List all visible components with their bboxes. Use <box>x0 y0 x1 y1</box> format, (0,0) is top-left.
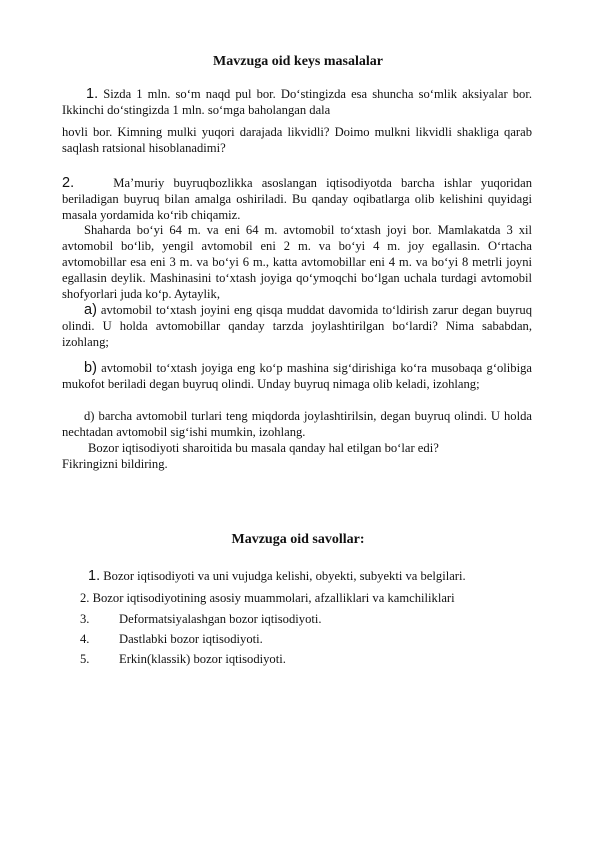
question-5-text: Erkin(klassik) bozor iqtisodiyoti. <box>119 652 286 666</box>
question-item-5 <box>80 651 286 667</box>
case-2-item-b <box>62 360 532 392</box>
question-4-number: 4. <box>80 632 90 646</box>
question-3-text: Deformatsiyalashgan bozor iqtisodiyoti. <box>119 612 322 626</box>
question-5-number: 5. <box>80 652 90 666</box>
case-2-item-a <box>62 302 532 350</box>
item-a-text: avtomobil to‘xtash joyini eng qisqa muddat davomida to‘ldirish zarur degan buyruq olindi. U holda avtomobillar qanday tarzda joylashtirilgan bo‘lardi? Nima sababdan, izohlang; <box>62 303 532 349</box>
question-3-number: 3. <box>80 612 90 626</box>
question-1-number: 1. <box>88 568 101 584</box>
case-2-body: Shaharda bo‘yi 64 m. va eni 64 m. avtomobil to‘xtash joyi bor. Mamlakatda 3 xil avtomobil bo‘lib, yengil avtomobil eni 2 m. va bo‘yi 4 m. joy egallasin. O‘rtacha avtomobillar esa eni 3 m. va bo‘yi 6 m., katta avtomobillar eni 4 m. va bo‘yi 8 metrli joyni egallasin deylik. Mashinasini to‘xtash joyiga qo‘ymoqchi bo‘lgan uchala turdagi avtomobil shofyorlari juda ko‘p. Aytaylik, <box>62 223 532 301</box>
question-item-1 <box>88 568 466 584</box>
heading-savollar: Mavzuga oid savollar: <box>231 532 365 547</box>
heading-keys-masalalar: Mavzuga oid keys masalalar <box>213 54 383 69</box>
item-b-marker: b) <box>84 360 97 376</box>
case-2-closing-instruction: Fikringizni bildiring. <box>62 457 168 471</box>
case-2-closing-question: Bozor iqtisodiyoti sharoitida bu masala qanday hal etilgan bo‘lar edi? <box>88 441 439 455</box>
question-item-2 <box>80 590 455 606</box>
question-2-number: 2. <box>80 591 90 605</box>
case-1-text-a: Sizda 1 mln. so‘m naqd pul bor. Do‘stingizda esa shuncha so‘mlik aksiyalar bor. Ikkinchi do‘stingizda 1 mln. so‘mga baholangan dala <box>62 87 532 117</box>
question-item-3 <box>80 611 322 627</box>
case-1-text-b: hovli bor. Kimning mulki yuqori darajada likvidli? Doimo mulkni likvidli shakliga qarab saqlash ratsional hisoblanadimi? <box>62 125 532 155</box>
case-2-intro <box>62 175 532 223</box>
case-1-number: 1. <box>86 86 99 102</box>
item-a-marker: a) <box>84 302 97 318</box>
case-2-item-d: d) barcha avtomobil turlari teng miqdorda joylashtirilsin, degan buyruq olindi. U holda nechtadan avtomobil sig‘ishi mumkin, izohlang. <box>62 409 532 439</box>
question-2-text: Bozor iqtisodiyotining asosiy muammolari, afzalliklari va kamchiliklari <box>92 591 455 605</box>
question-4-text: Dastlabki bozor iqtisodiyoti. <box>119 632 263 646</box>
question-item-4 <box>80 631 263 647</box>
case-2-number: 2. <box>62 175 75 191</box>
case-1-paragraph-a <box>62 86 532 118</box>
item-b-text: avtomobil to‘xtash joyiga eng ko‘p mashina sig‘dirishiga ko‘ra musobaqa g‘olibiga mukofot beriladi degan buyruq olindi. Unday buyruq nimaga olib keladi, izohlang; <box>62 361 532 391</box>
case-2-intro-text: Ma’muriy buyruqbozlikka asoslangan iqtisodiyotda barcha ishlar yuqoridan beriladigan buyruq bilan amalga oshiriladi. Bu qanday oqibatlarga olib kelishini quyidagi masala yordamida ko‘rib chiqamiz. <box>62 176 532 222</box>
question-1-text: Bozor iqtisodiyoti va uni vujudga kelishi, obyekti, subyekti va belgilari. <box>103 569 466 583</box>
